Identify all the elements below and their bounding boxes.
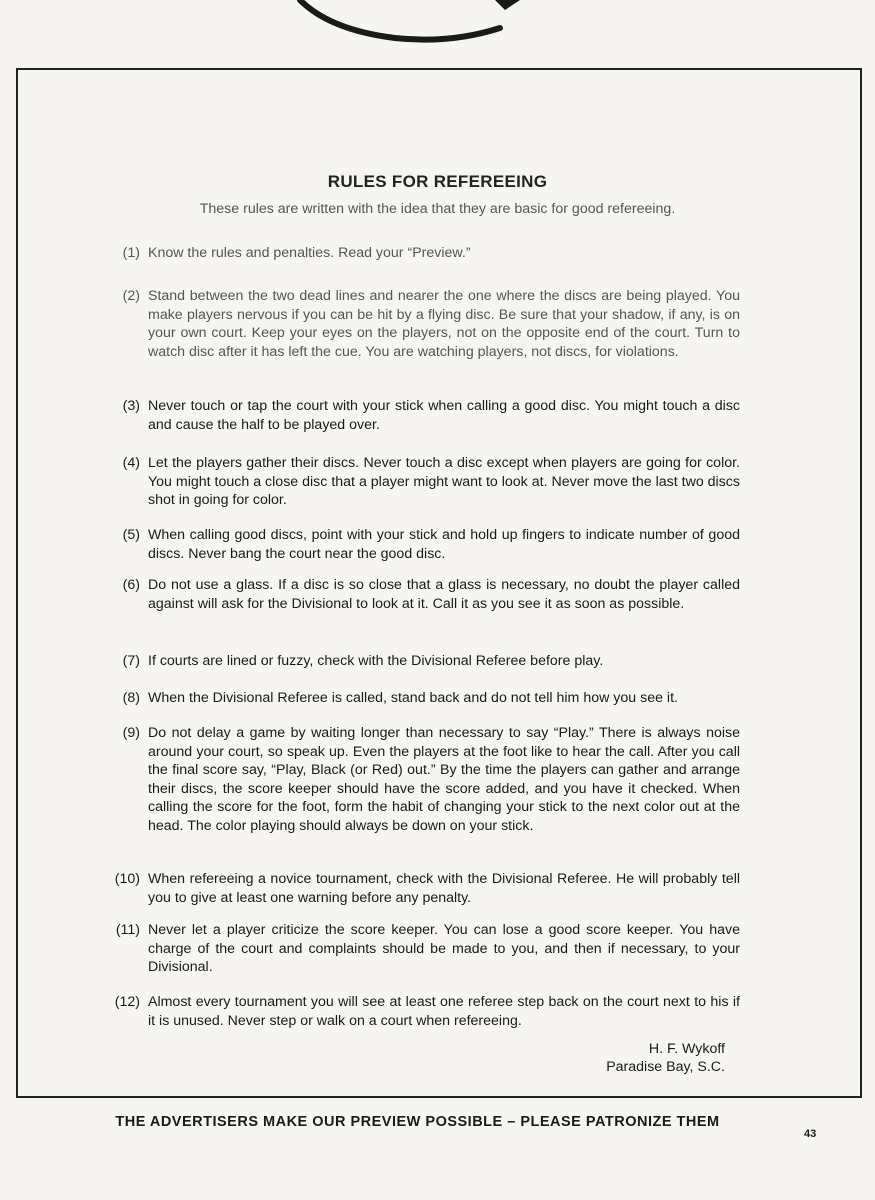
signature-place: Paradise Bay, S.C. — [606, 1059, 725, 1075]
rule-text: Let the players gather their discs. Never touch a disc except when players are going for color. You might touch a close disc that a player might want to look at. Never move the last two discs shot in going for color. — [148, 455, 740, 508]
top-decoration-arc — [0, 0, 875, 60]
signature-name: H. F. Wykoff — [648, 1041, 725, 1057]
rule-text: Do not use a glass. If a disc is so close that a glass is necessary, no doubt the player called against will ask for the Divisional to look at it. Call it as you see it as soon as possible. — [148, 577, 740, 612]
rule-text: Do not delay a game by waiting longer than necessary to say “Play.” There is always noise around your court, so speak up. Even the players at the foot like to hear the call. After you call the final score say, “Play, Black (or Red) out.” By the time the players can gather and arrange their discs, the score keeper should have the score added, and you have it checked. When calling the score for the foot, form the habit of changing your stick to the next color out at the head. The color playing should always be down on your stick. — [148, 725, 740, 834]
rule-number: (8) — [122, 690, 140, 706]
rule-text: If courts are lined or fuzzy, check with the Divisional Referee before play. — [148, 653, 604, 669]
rule-text: When refereeing a novice tournament, check with the Divisional Referee. He will probably tell you to give at least one warning before any penalty. — [148, 871, 740, 906]
rule-number: (7) — [122, 653, 140, 669]
rule-text: Never let a player criticize the score keeper. You can lose a good score keeper. You have charge of the court and complaints should be made to you, and then if necessary, to your Divisional. — [148, 922, 740, 975]
page-number: 43 — [804, 1128, 817, 1140]
rule-number: (1) — [122, 245, 140, 261]
rule-text: Never touch or tap the court with your stick when calling a good disc. You might touch a disc and cause the half to be played over. — [148, 398, 740, 433]
rule-number: (4) — [122, 455, 140, 471]
rule-number: (3) — [122, 398, 140, 414]
rule-number: (6) — [122, 577, 140, 593]
rule-number: (5) — [122, 527, 140, 543]
rule-text: Know the rules and penalties. Read your “Preview.” — [148, 245, 471, 261]
intro-text: These rules are written with the idea that they are basic for good refereeing. — [199, 201, 676, 217]
rule-number: (10) — [114, 871, 140, 887]
footer-banner: THE ADVERTISERS MAKE OUR PREVIEW POSSIBLE – PLEASE PATRONIZE THEM — [115, 1114, 720, 1130]
rule-number: (9) — [122, 725, 140, 741]
rule-text: When the Divisional Referee is called, stand back and do not tell him how you see it. — [148, 690, 678, 706]
rule-text: When calling good discs, point with your stick and hold up fingers to indicate number of good discs. Never bang the court near the good disc. — [148, 527, 740, 562]
rule-number: (2) — [122, 288, 140, 304]
rule-text: Almost every tournament you will see at least one referee step back on the court next to his if it is unused. Never step or walk on a court when refereeing. — [148, 994, 740, 1029]
rule-text: Stand between the two dead lines and nearer the one where the discs are being played. You make players nervous if you can be hit by a flying disc. Be sure that your shadow, if any, is on your own court. Keep your eyes on the players, not on the opposite end of the court. Turn to watch disc after it has left the cue. You are watching players, not discs, for violations. — [148, 288, 740, 360]
rule-number: (11) — [115, 922, 140, 938]
rule-number: (12) — [114, 994, 140, 1010]
page-title: RULES FOR REFEREEING — [327, 172, 548, 191]
